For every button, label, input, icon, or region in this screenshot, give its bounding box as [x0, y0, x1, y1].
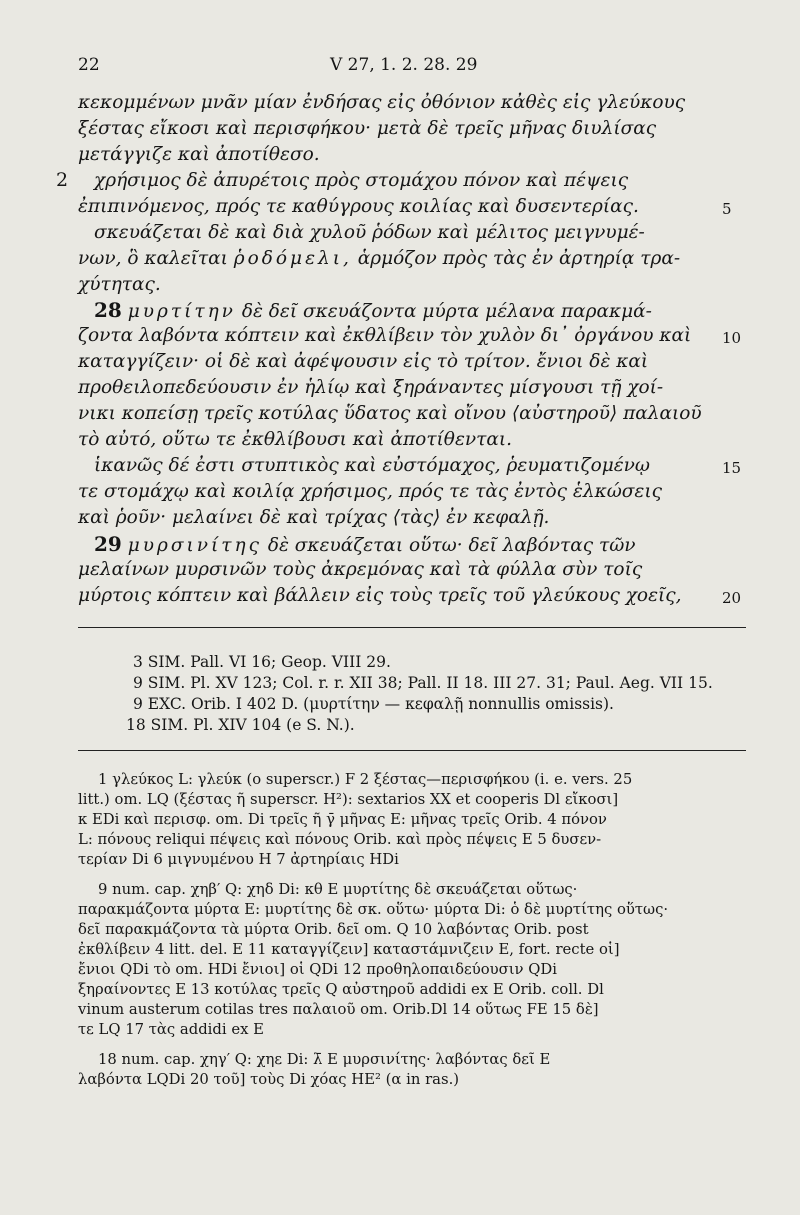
apparatus-line-8: δεῖ παρακμάζοντα τὰ μύρτα Orib. δεῖ om. Q 10 λαβόντας Orib. post [78, 921, 589, 938]
chapter-29-number: 29 [94, 532, 122, 556]
text-line-19: μελαίνων μυρσινῶν τοὺς ἀκρεμόνας καὶ τὰ φύλλα σὺν τοῖς [78, 559, 643, 580]
section-mark: 2 [56, 169, 69, 191]
text-line-2: ξέστας εἴκοσι καὶ περισφήκου· μετὰ δὲ τρεῖς μῆνας διυλίσας [78, 118, 657, 139]
apparatus-line-10: ἔνιοι QDi τὸ om. HDi ἔνιοι] οἱ QDi 12 προθηλοπαιδεύουσιν QDi [78, 961, 557, 978]
text-line-7-start: νων, ὃ καλεῖται [78, 248, 228, 269]
text-line-10: ζοντα λαβόντα κόπτειν καὶ ἐκθλίβειν τὸν χυλὸν δι᾽ ὀργάνου καὶ [78, 325, 692, 346]
text-line-15: ἱκανῶς δέ ἐστι στυπτικὸς καὶ εὐστόμαχος, ῥευματιζομένῳ [94, 455, 651, 476]
text-line-12: προθειλοπεδεύουσιν ἐν ἡλίῳ καὶ ξηράναντες μίσγουσι τῇ χοί- [78, 377, 664, 398]
chapter-28-title: μυρτίτην [127, 301, 236, 322]
text-line-7-end: ἁρμόζον πρὸς τὰς ἐν ἀρτηρίᾳ τρα- [357, 248, 681, 269]
divider-rule [78, 750, 746, 751]
page-number: 22 [78, 55, 100, 75]
apparatus-line-11: ξηραίνοντες E 13 κοτύλας τρεῖς Q αὐστηροῦ addidi ex E Orib. coll. Dl [78, 981, 604, 998]
text-line-3: μετάγγιζε καὶ ἀποτίθεσο. [78, 144, 320, 165]
testimonia-line-2: 9 SIM. Pl. XV 123; Col. r. r. XII 38; Pall. II 18. III 27. 31; Paul. Aeg. VII 15. [133, 674, 713, 692]
apparatus-line-6: 9 num. cap. χηβ′ Q: χηδ Di: κθ E μυρτίτης δὲ σκευάζεται οὕτως· [98, 881, 578, 898]
text-line-16: τε στομάχῳ καὶ κοιλίᾳ χρήσιμος, πρός τε τὰς ἐντὸς ἑλκώσεις [78, 481, 662, 502]
apparatus-line-13: τε LQ 17 τὰς addidi ex E [78, 1021, 264, 1038]
text-line-18 [94, 533, 636, 557]
spaced-rhodomeli: ῥοδόμελι, [233, 248, 352, 269]
chapter-28-number: 28 [94, 298, 122, 322]
text-line-18-rest: δὲ σκευάζεται οὕτω· δεῖ λαβόντας τῶν [267, 535, 636, 556]
apparatus-line-4: L: πόνους reliqui πέψεις καὶ πόνους Orib. καὶ πρὸς πέψεις E 5 δυσεν- [78, 831, 602, 848]
text-line-4: χρήσιμος δὲ ἀπυρέτοις πρὸς στομάχου πόνον καὶ πέψεις [94, 170, 629, 191]
apparatus-line-5: τερίαν Di 6 μιγνυμένου H 7 ἀρτηρίαις HDi [78, 851, 399, 868]
line-number-10: 10 [722, 329, 742, 347]
text-line-8: χύτητας. [78, 274, 161, 295]
text-line-9-rest: δὲ δεῖ σκευάζοντα μύρτα μέλανα παρακμά- [241, 301, 652, 322]
apparatus-line-15: λαβόντα LQDi 20 τοῦ] τοὺς Di χόας HE² (α in ras.) [78, 1071, 460, 1088]
text-line-17: καὶ ῥοῦν· μελαίνει δὲ καὶ τρίχας ⟨τὰς⟩ ἐν κεφαλῇ. [78, 507, 550, 528]
line-number-20: 20 [722, 589, 742, 607]
apparatus-line-12: vinum austerum cotilas tres παλαιοῦ om. Orib.Dl 14 οὕτως FE 15 δὲ] [78, 1001, 599, 1018]
testimonia-line-3: 9 EXC. Orib. I 402 D. (μυρτίτην — κεφαλῇ nonnullis omissis). [133, 695, 614, 713]
line-number-15: 15 [722, 459, 742, 477]
text-line-6: σκευάζεται δὲ καὶ διὰ χυλοῦ ῥόδων καὶ μέλιτος μειγνυμέ- [94, 222, 645, 243]
text-line-5: ἐπιπινόμενος, πρός τε καθύγρους κοιλίας καὶ δυσεντερίας. [78, 196, 639, 217]
running-reference: V 27, 1. 2. 28. 29 [330, 55, 478, 75]
divider-rule [78, 627, 746, 628]
text-line-20: μύρτοις κόπτειν καὶ βάλλειν εἰς τοὺς τρεῖς τοῦ γλεύκους χοεῖς, [78, 585, 682, 606]
apparatus-line-9: ἐκθλίβειν 4 litt. del. E 11 καταγγίζειν] καταστάμνιζειν E, fort. recte οἱ] [78, 941, 620, 958]
testimonia-line-1: 3 SIM. Pall. VI 16; Geop. VIII 29. [133, 653, 391, 671]
text-line-11: καταγγίζειν· οἱ δὲ καὶ ἀφέψουσιν εἰς τὸ τρίτον. ἔνιοι δὲ καὶ [78, 351, 649, 372]
apparatus-line-3: κ EDi καὶ περισφ. om. Di τρεῖς ῆ γ̄ μῆνας E: μῆνας τρεῖς Orib. 4 πόνον [78, 811, 607, 828]
chapter-29-title: μυρσινίτης [127, 535, 262, 556]
apparatus-line-14: 18 num. cap. χηγ′ Q: χηε Di: λ̄ E μυρσινίτης· λαβόντας δεῖ E [98, 1051, 551, 1068]
text-line-14: τὸ αὐτό, οὕτω τε ἐκθλίβουσι καὶ ἀποτίθενται. [78, 429, 512, 450]
text-line-9 [94, 299, 652, 323]
apparatus-line-2: litt.) om. LQ (ξέστας ῆ superscr. H²): sextarios XX et cooperis Dl εἴκοσι] [78, 791, 619, 808]
line-number-5: 5 [722, 200, 732, 218]
text-line-7 [78, 248, 680, 270]
text-line-1: κεκομμένων μνᾶν μίαν ἐνδήσας εἰς ὀθόνιον κἀθὲς εἰς γλεύκους [78, 92, 686, 113]
text-line-13: νικι κοπείσῃ τρεῖς κοτύλας ὕδατος καὶ οἴνου ⟨αὐστηροῦ⟩ παλαιοῦ [78, 403, 702, 424]
apparatus-line-1: 1 γλεύκος L: γλεύκ (ο superscr.) F 2 ξέστας—περισφήκου (i. e. vers. 25 [98, 771, 633, 788]
testimonia-line-4: 18 SIM. Pl. XIV 104 (e S. N.). [126, 716, 355, 734]
apparatus-line-7: παρακμάζοντα μύρτα E: μυρτίτης δὲ σκ. οὕτω· μύρτα Di: ὁ δὲ μυρτίτης οὕτως· [78, 901, 669, 918]
